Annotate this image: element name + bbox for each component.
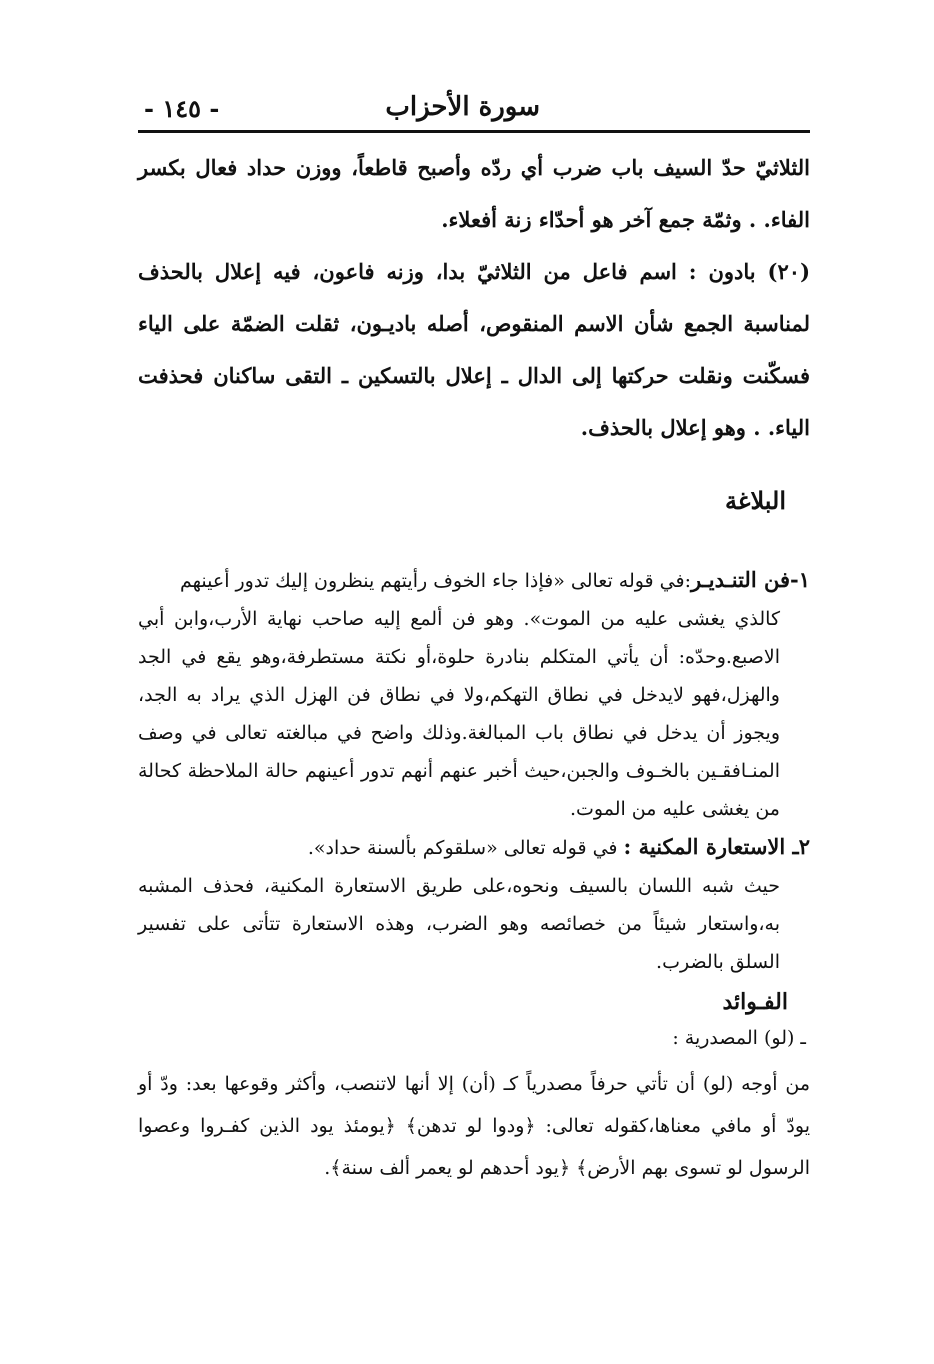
balagha-heading: البلاغة: [725, 486, 786, 515]
page-header: [138, 88, 810, 133]
page-number: - ١٤٥ -: [144, 94, 220, 123]
paragraph-thulathi: الثلاثيّ حدّ السيف باب ضرب أي ردّه وأصبح قاطعاً، ووزن حداد فعال بكسر الفاء. . وثمّة جمع آخر هو أحدّاء زنة أفعلاء.: [138, 155, 810, 232]
paragraph-badun: (٢٠) بادون : اسم فاعل من الثلاثيّ بدا، وزنه فاعون، فيه إعلال بالحذف لمناسبة الجمع شأن الاسم المنقوص، أصله باديـون، ثقلت الضمّة على الياء فسكّنت ونقلت حركتها إلى الدال ـ إعلال بالتسكين ـ التقى ساكنان فحذفت الياء. . وهو إعلال بالحذف.: [138, 259, 810, 440]
fawaid-paragraph: من أوجه (لو) أن تأتي حرفاً مصدرياً كـ (أن) إلا أنها لاتنصب، وأكثر وقوعها بعد: ودّ أو يودّ أو مافي معناها،كقوله تعالى: ﴿ودوا لو تدهن﴾ ﴿يومئذ يود الذين كفـروا وعصوا الرسول لو تسوى بهم الأرض﴾ ﴿يود أحدهم لو يعمر ألف سنة﴾.: [138, 1073, 810, 1179]
item1-first-line: :في قوله تعالى «فإذا جاء الخوف رأيتهم ينظرون إليك تدور أعينهم: [179, 570, 691, 592]
item2-body: حيث شبه اللسان بالسيف ونحوه،على طريق الاستعارة المكنية، فحذف المشبه به،واستعار شيئاً من خصائصه وهو الضرب، وهذه الاستعارة تتأتى على تفسير السلق بالضرب.: [138, 875, 780, 973]
item2-lead: ٢ـ الاستعارة المكنية :: [623, 834, 810, 859]
fawaid-heading: الفـوائد: [722, 989, 788, 1015]
balagha-item-2: [138, 828, 810, 981]
item1-body: كالذي يغشى عليه من الموت». وهو فن ألمع إليه صاحب نهاية الأرب،وابن أبي الاصبع.وحدّه: أن يأتي المتكلم بنادرة حلوة،أو نكتة مستطرفة،وهو يقع في الجد والهزل،فهو لايدخل في نطاق التهكم،ولا في نطاق فن الهزل الذي يراد به الجد، ويجوز أن يدخل في نطاق باب المبالغة.وذلك واضح في مبالغته تعالى في وصف المنـافقـين بالخـوف والجبن،حيث أخبر عنهم أنهم تدور أعينهم حالة الملاحظة كحالة من يغشى عليه من الموت.: [138, 608, 780, 820]
balagha-item-1: [138, 561, 810, 828]
item2-first-line: في قوله تعالى «سلقوكم بألسنة حداد».: [307, 837, 618, 859]
item1-lead: ١-فن التنـديـر: [691, 567, 810, 592]
fawaid-subheading: ـ (لو) المصدرية :: [672, 1027, 806, 1049]
surah-title: سورة الأحزاب: [385, 92, 540, 122]
page-body: [138, 142, 810, 1189]
